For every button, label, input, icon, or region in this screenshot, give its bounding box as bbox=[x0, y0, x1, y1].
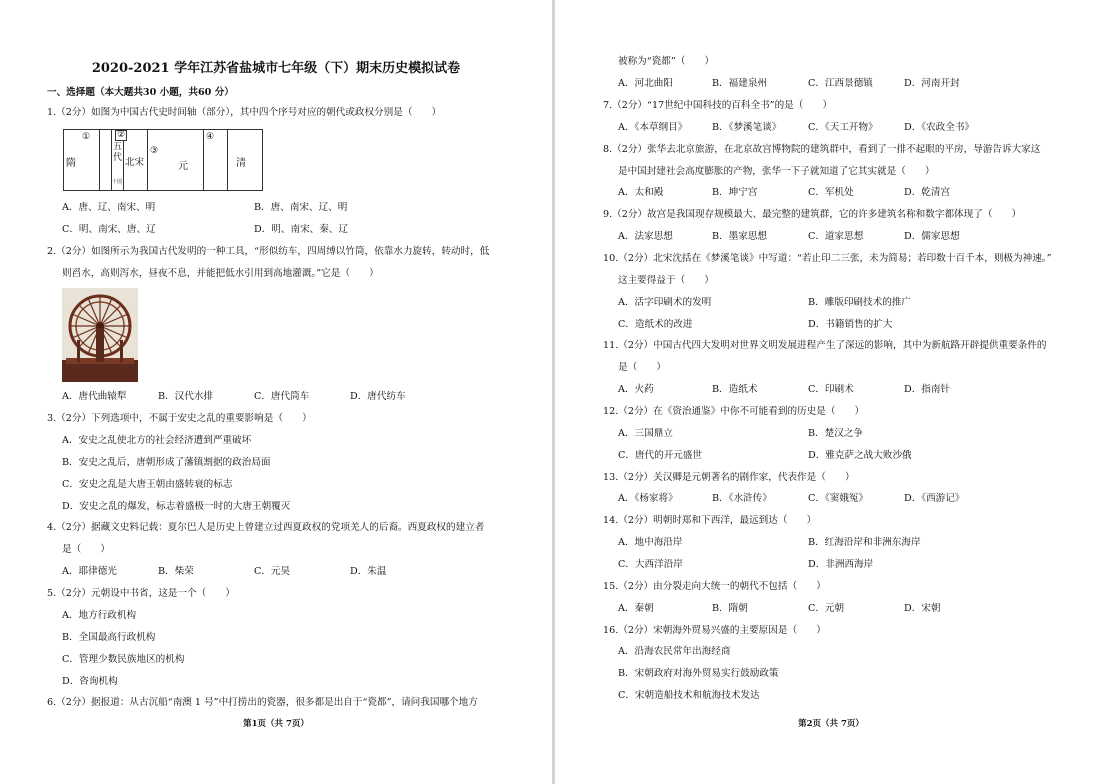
q4-option-c[interactable]: C．元昊 bbox=[254, 566, 291, 577]
q7-option-d[interactable]: D．《农政全书》 bbox=[904, 122, 975, 133]
q9-option-a[interactable]: A．法家思想 bbox=[618, 231, 673, 242]
q8-option-a[interactable]: A．太和殿 bbox=[618, 187, 664, 198]
q8-option-d[interactable]: D．乾清宫 bbox=[904, 187, 951, 198]
q16-option-b[interactable]: B．宋朝政府对海外贸易实行鼓励政策 bbox=[618, 668, 779, 679]
timeline-gap-cell bbox=[100, 130, 112, 190]
q15-option-b[interactable]: B．隋朝 bbox=[712, 603, 748, 614]
q11-option-c[interactable]: C．印刷术 bbox=[808, 384, 854, 395]
q6-stem-line2: 被称为“瓷都”（ ） bbox=[618, 56, 715, 67]
timeline-yuan-cell bbox=[148, 130, 204, 190]
timeline-diagram bbox=[63, 129, 263, 191]
q3-stem: 3.（2分）下列选项中，不属于安史之乱的重要影响是（ ） bbox=[47, 413, 312, 424]
q6-option-a[interactable]: A．河北曲阳 bbox=[618, 78, 673, 89]
timeline-qing-cell bbox=[228, 130, 262, 190]
water-wheel-image bbox=[62, 288, 138, 382]
q1-option-d[interactable]: D．明、南宋、秦、辽 bbox=[254, 224, 349, 235]
q11-option-b[interactable]: B．造纸术 bbox=[712, 384, 758, 395]
q12-option-b[interactable]: B．楚汉之争 bbox=[808, 428, 864, 439]
q2-option-c[interactable]: C．唐代筒车 bbox=[254, 391, 310, 402]
timeline-number-3: ③ bbox=[150, 146, 159, 156]
q15-stem: 15.（2分）由分裂走向大统一的朝代不包括（ ） bbox=[603, 581, 826, 592]
timeline-label-qing: 清 bbox=[236, 158, 246, 169]
q8-option-c[interactable]: C．军机处 bbox=[808, 187, 854, 198]
q16-stem: 16.（2分）宋朝海外贸易兴盛的主要原因是（ ） bbox=[603, 625, 826, 636]
q7-option-a[interactable]: A．《本草纲目》 bbox=[618, 122, 688, 133]
q6-option-d[interactable]: D．河南开封 bbox=[904, 78, 960, 89]
q10-option-d[interactable]: D．书籍销售的扩大 bbox=[808, 319, 893, 330]
page-2 bbox=[555, 0, 1107, 784]
q5-option-d[interactable]: D．咨询机构 bbox=[62, 676, 118, 687]
q5-stem: 5.（2分）元朝设中书省，这是一个（ ） bbox=[47, 588, 235, 599]
q5-option-c[interactable]: C．管理少数民族地区的机构 bbox=[62, 654, 185, 665]
q16-option-a[interactable]: A．沿海农民常年出海经商 bbox=[618, 646, 731, 657]
timeline-beisong-cell bbox=[124, 130, 148, 190]
q12-option-a[interactable]: A．三国鼎立 bbox=[618, 428, 673, 439]
q4-option-b[interactable]: B．柴荣 bbox=[158, 566, 194, 577]
q16-option-c[interactable]: C．宋朝造船技术和航海技术发达 bbox=[618, 690, 760, 701]
q1-option-c[interactable]: C．明、南宋、唐、辽 bbox=[62, 224, 156, 235]
q9-option-b[interactable]: B．墨家思想 bbox=[712, 231, 768, 242]
q12-option-d[interactable]: D．雅克萨之战大败沙俄 bbox=[808, 450, 912, 461]
q3-option-c[interactable]: C．安史之乱是大唐王朝由盛转衰的标志 bbox=[62, 479, 233, 490]
timeline-number-2-box bbox=[115, 130, 127, 141]
q14-option-a[interactable]: A．地中海沿岸 bbox=[618, 537, 683, 548]
q14-option-c[interactable]: C．大西洋沿岸 bbox=[618, 559, 683, 570]
q3-option-b[interactable]: B．安史之乱后，唐朝形成了藩镇割据的政治局面 bbox=[62, 457, 271, 468]
q15-option-a[interactable]: A．秦朝 bbox=[618, 603, 654, 614]
q4-option-d[interactable]: D．朱温 bbox=[350, 566, 387, 577]
q11-stem-line1: 11.（2分）中国古代四大发明对世界文明发展进程产生了深远的影响，其中为新航路开辟提供重要条件的 bbox=[603, 340, 1047, 351]
q14-stem: 14.（2分）明朝时郑和下西洋，最远到达（ ） bbox=[603, 515, 817, 526]
q7-option-b[interactable]: B．《梦溪笔谈》 bbox=[712, 122, 782, 133]
timeline-number-2: ② bbox=[117, 130, 126, 140]
q4-option-a[interactable]: A．耶律德光 bbox=[62, 566, 117, 577]
q2-stem-line2: 则舀水，高则泻水，昼夜不息，并能把低水引用到高地灌溉。”它是（ ） bbox=[62, 268, 379, 279]
q13-option-d[interactable]: D．《西游记》 bbox=[904, 493, 965, 504]
q11-stem-line2: 是（ ） bbox=[618, 362, 666, 373]
timeline-label-sui: 隋 bbox=[66, 158, 76, 169]
q11-option-d[interactable]: D．指南针 bbox=[904, 384, 951, 395]
q13-option-b[interactable]: B．《水浒传》 bbox=[712, 493, 772, 504]
q10-option-a[interactable]: A．活字印刷术的发明 bbox=[618, 297, 712, 308]
q6-option-b[interactable]: B．福建泉州 bbox=[712, 78, 768, 89]
q4-stem-line2: 是（ ） bbox=[62, 544, 110, 555]
section-heading: 一、选择题（本大题共30 小题，共60 分） bbox=[47, 87, 234, 98]
q10-stem-line1: 10.（2分）北宋沈括在《梦溪笔谈》中写道：“若止印二三张，未为简易；若印数十百千本，则极为神速。” bbox=[603, 253, 1052, 264]
timeline-number-4: ④ bbox=[206, 132, 215, 142]
q2-stem-line1: 2.（2分）如图所示为我国古代发明的一种工具，“形似纺车，四周缚以竹筒，依靠水力旋转，转动时，低 bbox=[47, 246, 490, 257]
q13-option-c[interactable]: C．《窦娥冤》 bbox=[808, 493, 869, 504]
exam-title: 2020-2021 学年江苏省盐城市七年级（下）期末历史模拟试卷 bbox=[91, 61, 461, 76]
q6-option-c[interactable]: C．江西景德镇 bbox=[808, 78, 873, 89]
q2-option-d[interactable]: D．唐代纺车 bbox=[350, 391, 406, 402]
q5-option-a[interactable]: A．地方行政机构 bbox=[62, 610, 137, 621]
page-footer-2: 第2页（共 7页） bbox=[798, 719, 864, 729]
q7-stem: 7.（2分）“17世纪中国科技的百科全书”的是（ ） bbox=[603, 100, 833, 111]
q9-option-d[interactable]: D．儒家思想 bbox=[904, 231, 960, 242]
q8-option-b[interactable]: B．坤宁宫 bbox=[712, 187, 758, 198]
q5-option-b[interactable]: B．全国最高行政机构 bbox=[62, 632, 156, 643]
q2-option-a[interactable]: A．唐代曲辕犁 bbox=[62, 391, 127, 402]
q12-stem: 12.（2分）在《资治通鉴》中你不可能看到的历史是（ ） bbox=[603, 406, 865, 417]
timeline-label-beisong: 北宋 bbox=[125, 157, 145, 168]
q8-stem-line1: 8.（2分）张华去北京旅游，在北京故宫博物院的建筑群中，看到了一排不起眼的平房，导游告诉大家这 bbox=[603, 144, 1041, 155]
q13-stem: 13.（2分）关汉卿是元朝著名的剧作家，代表作是（ ） bbox=[603, 472, 855, 483]
q4-stem-line1: 4.（2分）据藏文史料记载：夏尔巴人是历史上曾建立过西夏政权的党项羌人的后裔。西夏政权的建立者 bbox=[47, 522, 485, 533]
timeline-label-yuan: 元 bbox=[178, 161, 188, 172]
q7-option-c[interactable]: C．《天工开物》 bbox=[808, 122, 878, 133]
q14-option-d[interactable]: D．非洲西海岸 bbox=[808, 559, 874, 570]
q9-option-c[interactable]: C．道家思想 bbox=[808, 231, 864, 242]
q6-stem-line1: 6.（2分）据报道：从古沉船“南澳 1 号”中打捞出的瓷器，很多都是出自于“瓷都”，请问我国哪个地方 bbox=[47, 697, 478, 708]
q14-option-b[interactable]: B．红海沿岸和非洲东海岸 bbox=[808, 537, 921, 548]
q9-stem: 9.（2分）故宫是我国现存规模最大、最完整的建筑群，它的许多建筑名称和数字都体现了（ ） bbox=[603, 209, 1022, 220]
page-footer-1: 第1页（共 7页） bbox=[243, 719, 309, 729]
q10-option-c[interactable]: C．造纸术的改进 bbox=[618, 319, 693, 330]
q15-option-c[interactable]: C．元朝 bbox=[808, 603, 845, 614]
q8-stem-line2: 是中国封建社会高度膨胀的产物，张华一下子就知道了它其实就是（ ） bbox=[618, 166, 935, 177]
timeline-label-wudai: 五代 bbox=[113, 142, 123, 163]
q11-option-a[interactable]: A．火药 bbox=[618, 384, 654, 395]
timeline-label-shiguo: 十国 bbox=[112, 179, 123, 185]
q13-option-a[interactable]: A．《杨家将》 bbox=[618, 493, 678, 504]
q15-option-d[interactable]: D．宋朝 bbox=[904, 603, 941, 614]
q3-option-a[interactable]: A．安史之乱使北方的社会经济遭到严重破坏 bbox=[62, 435, 252, 446]
q1-option-b[interactable]: B．唐、南宋、辽、明 bbox=[254, 202, 348, 213]
q1-option-a[interactable]: A．唐、辽、南宋、明 bbox=[62, 202, 156, 213]
q2-option-b[interactable]: B．汉代水排 bbox=[158, 391, 214, 402]
q3-option-d[interactable]: D．安史之乱的爆发，标志着盛极一时的大唐王朝覆灭 bbox=[62, 501, 291, 512]
q12-option-c[interactable]: C．唐代的开元盛世 bbox=[618, 450, 703, 461]
q1-stem: 1.（2分）如图为中国古代史时间轴（部分），其中四个序号对应的朝代或政权分别是（ ） bbox=[47, 107, 442, 118]
page-1 bbox=[0, 0, 552, 784]
q10-option-b[interactable]: B．雕版印刷技术的推广 bbox=[808, 297, 911, 308]
q10-stem-line2: 这主要得益于（ ） bbox=[618, 275, 714, 286]
timeline-number-1: ① bbox=[82, 132, 91, 142]
